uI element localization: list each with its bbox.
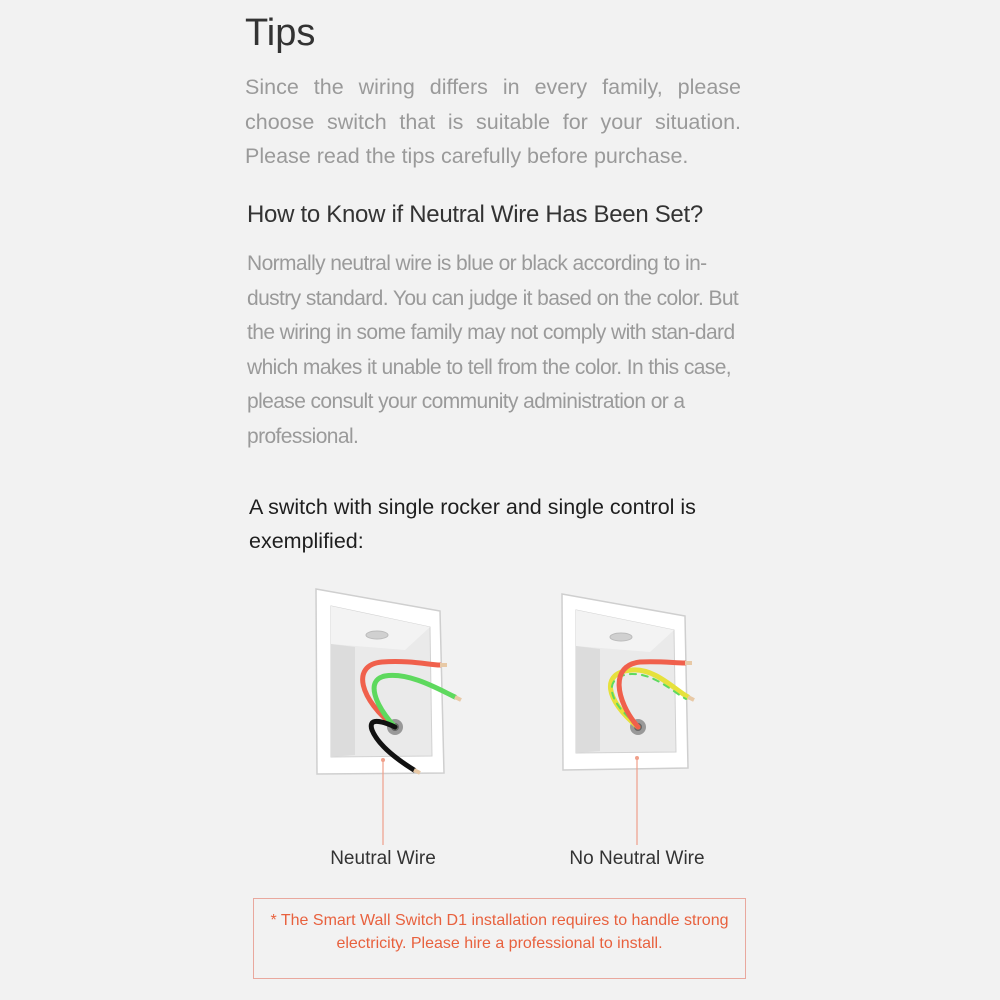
intro-paragraph: Since the wiring differs in every family, please choose switch that is suitable for your situation. Please read the tips carefully before purchase. <box>245 75 741 168</box>
section-body: Normally neutral wire is blue or black according to in-dustry standard. You can judge it based on the color. But the wiring in some family may not comply with stan-dard which makes it unable to tell from the color. In this case, please consult your community administration or a professional. <box>247 252 739 448</box>
neutral-wire-label: Neutral Wire <box>330 848 436 869</box>
warning-note-line-1: * The Smart Wall Switch D1 installation requires to handle strong <box>270 912 729 929</box>
neutral-wire-diagram <box>316 589 461 845</box>
no-neutral-wire-label: No Neutral Wire <box>569 848 705 869</box>
page-title: Tips <box>245 12 316 54</box>
warning-note-box <box>253 898 746 979</box>
warning-note-text <box>254 909 745 955</box>
example-caption: A switch with single rocker and single control is exemplified: <box>249 495 696 553</box>
section-heading: How to Know if Neutral Wire Has Been Set? <box>247 201 703 228</box>
warning-note-line-2: electricity. Please hire a professional to install. <box>336 935 663 952</box>
no-neutral-wire-diagram <box>562 594 694 845</box>
